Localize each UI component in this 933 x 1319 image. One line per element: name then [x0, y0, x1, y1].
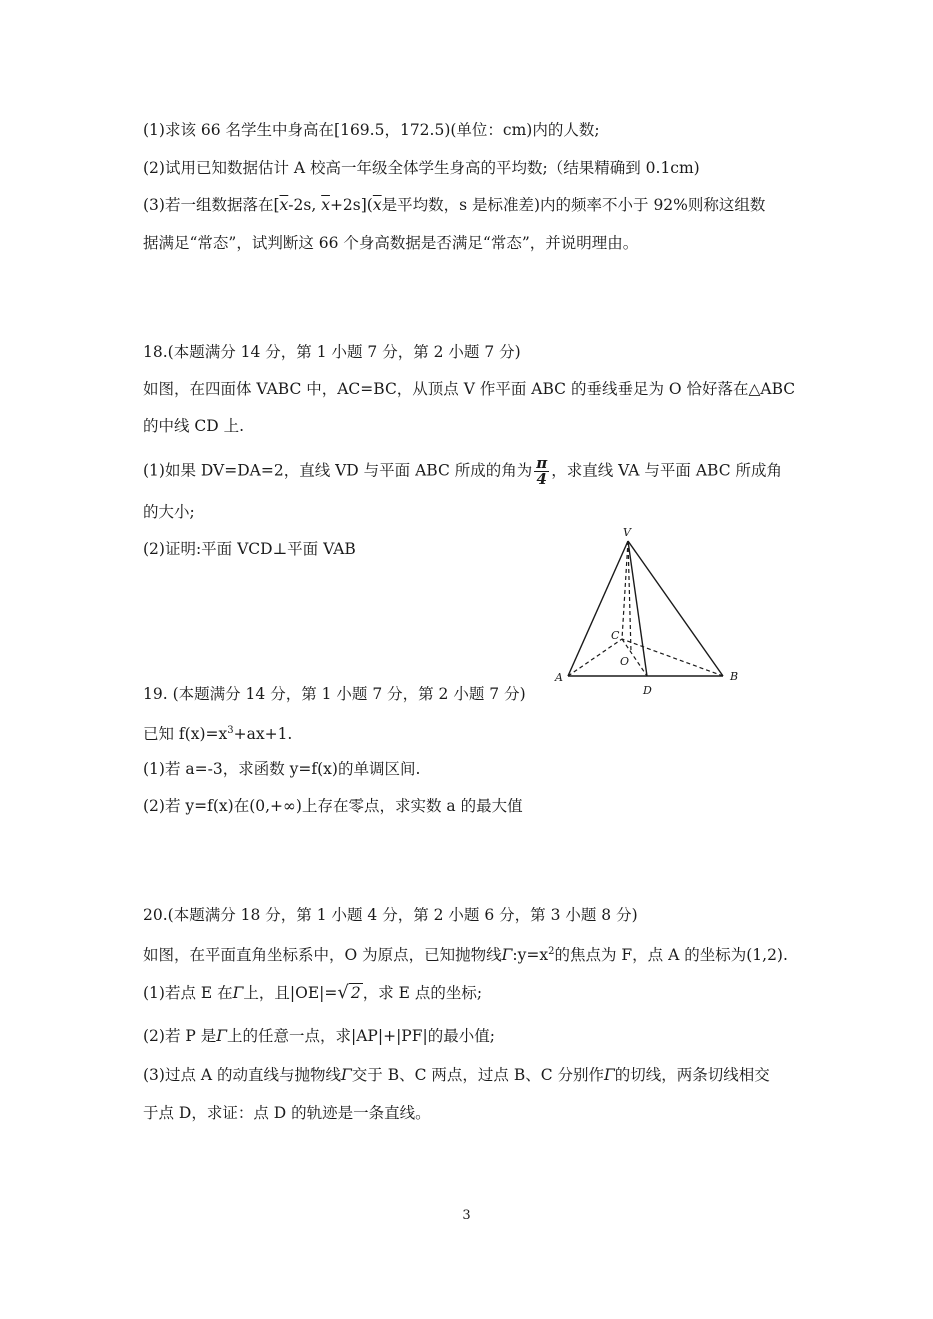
- pi-over-4-fraction: $\frac{\pi}{4}$: [536, 454, 548, 488]
- q18-part1-line2: 的大小;: [143, 503, 195, 521]
- label-B: B: [730, 670, 739, 683]
- gamma-symbol: Γ: [232, 984, 244, 1002]
- label-D: D: [643, 684, 652, 697]
- label-V: V: [623, 526, 631, 539]
- q20-part1: (1)若点 E 在Γ上，且|OE|=√ 2 ，求 E 点的坐标;: [143, 982, 483, 1003]
- gamma-symbol: Γ: [604, 1066, 615, 1084]
- page-number: 3: [462, 1208, 471, 1223]
- edge-VD: [628, 541, 647, 676]
- q20-stem: 如图，在平面直角坐标系中，O 为原点，已知抛物线$\Gamma:y=x^2$的焦点为 F，点 A 的坐标为(1,2).: [143, 946, 788, 965]
- label-C: C: [611, 629, 620, 642]
- q17-part2: (2)试用已知数据估计 A 校高一年级全体学生身高的平均数;（结果精确到 0.1cm): [143, 159, 700, 177]
- edge-VB: [628, 541, 723, 676]
- q18-part1: [143, 456, 782, 487]
- q18-header: 18.(本题满分 14 分，第 1 小题 7 分，第 2 小题 7 分): [143, 343, 521, 361]
- q17-part1: (1)求该 66 名学生中身高在[169.5，172.5)(单位：cm)内的人数;: [143, 121, 600, 139]
- q18-stem-line1: 如图，在四面体 VABC 中，AC=BC，从顶点 V 作平面 ABC 的垂线垂足为 O 恰好落在△ABC: [143, 380, 796, 398]
- edge-VC-hidden: [622, 541, 628, 639]
- gamma-symbol: Γ: [501, 946, 513, 965]
- q20-part2: (2)若 P 是Γ上的任意一点，求|AP|+|PF|的最小值;: [143, 1027, 495, 1045]
- xbar-symbol: $\overline{x}$: [372, 196, 382, 214]
- label-O: O: [620, 655, 630, 668]
- q19-stem: 已知 $f(x)=x^3+ax+1$.: [143, 725, 293, 744]
- xbar-symbol: $\overline{x}$: [279, 196, 289, 214]
- q17-part3-line2: 据满足“常态”，试判断这 66 个身高数据是否满足“常态”，并说明理由。: [143, 234, 639, 252]
- q17-part3-c: +2s](: [329, 196, 373, 214]
- q19-part2: (2)若 y=f(x)在(0,+∞)上存在零点，求实数 a 的最大值: [143, 797, 523, 815]
- gamma-symbol: Γ: [216, 1027, 228, 1045]
- sqrt-2: √ 2: [337, 982, 361, 1003]
- gamma-symbol: Γ: [341, 1066, 352, 1084]
- label-A: A: [555, 671, 563, 684]
- q19-part1: (1)若 a=-3，求函数 y=f(x)的单调区间.: [143, 760, 421, 778]
- q18-part2: (2)证明:平面 VCD⊥平面 VAB: [143, 540, 356, 558]
- q20-header: 20.(本题满分 18 分，第 1 小题 4 分，第 2 小题 6 分，第 3 小题 8 分): [143, 906, 638, 924]
- q18-part1-b: ，求直线 VA 与平面 ABC 所成角: [551, 461, 783, 480]
- edge-BC-hidden: [622, 639, 723, 676]
- q17-part3-a: (3)若一组数据落在[: [143, 196, 280, 214]
- q20-part3-line2: 于点 D，求证：点 D 的轨迹是一条直线。: [143, 1104, 431, 1122]
- q17-part3-b: -2s,: [288, 196, 322, 214]
- tetrahedron-figure: [553, 522, 753, 702]
- q19-header: 19. (本题满分 14 分，第 1 小题 7 分，第 2 小题 7 分): [143, 685, 526, 703]
- q18-stem-line2: 的中线 CD 上.: [143, 417, 245, 435]
- xbar-symbol: $\overline{x}$: [321, 196, 330, 214]
- q18-part1-a: (1)如果 DV=DA=2，直线 VD 与平面 ABC 所成的角为: [143, 461, 533, 480]
- q17-part3-d: 是平均数，s 是标准差)内的频率不小于 92%则称这组数: [381, 196, 766, 214]
- q17-part3: [143, 195, 765, 215]
- q20-part3: (3)过点 A 的动直线与抛物线Γ交于 B、C 两点，过点 B、C 分别作Γ的切线，两条切线相交: [143, 1066, 770, 1084]
